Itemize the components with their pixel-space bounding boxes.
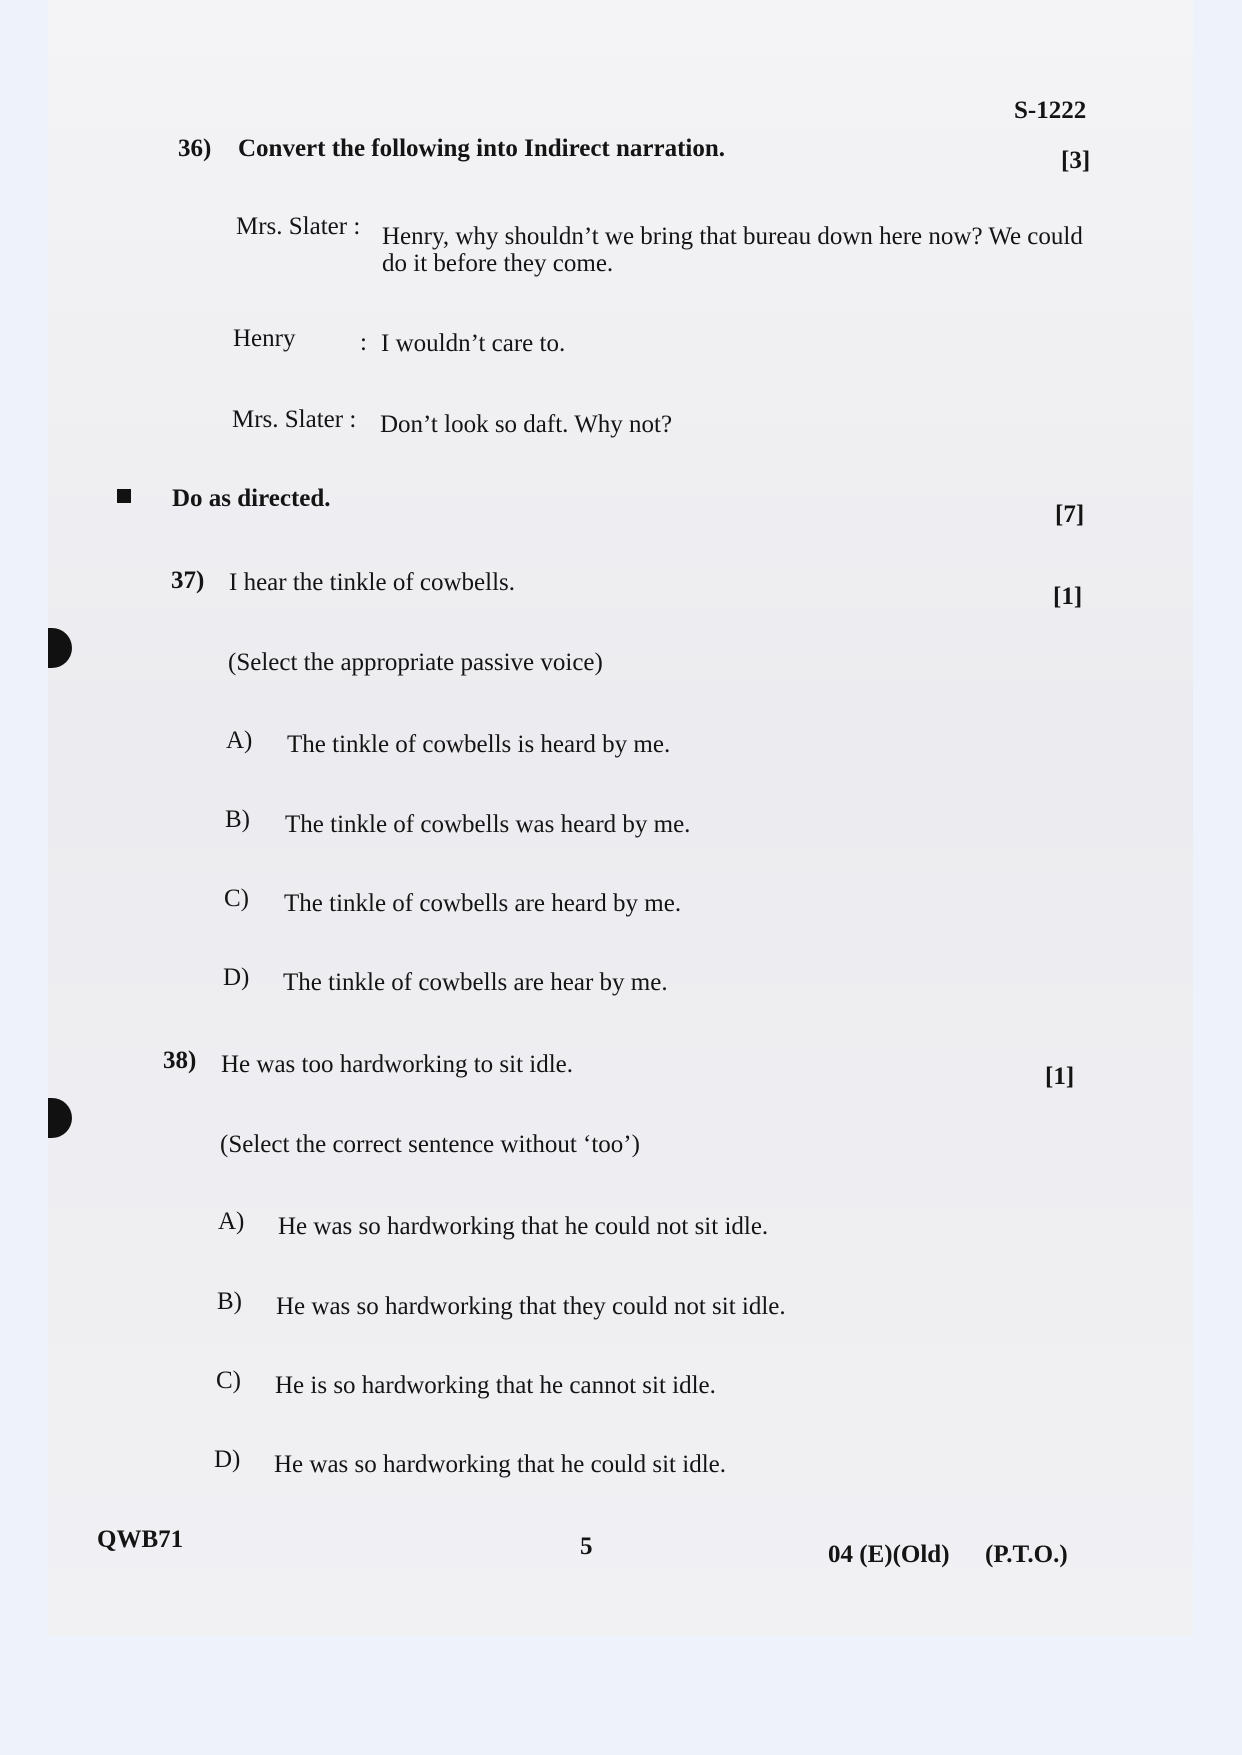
question-36-instruction: Convert the following into Indirect narration. xyxy=(238,135,726,162)
dialogue-colon: : xyxy=(360,329,367,356)
option-letter: B) xyxy=(225,806,250,833)
option-text[interactable]: He is so hardworking that he cannot sit idle. xyxy=(275,1372,716,1399)
question-38-instruction: (Select the correct sentence without ‘too’) xyxy=(220,1131,640,1158)
question-37-marks: [1] xyxy=(1053,583,1083,610)
option-text[interactable]: The tinkle of cowbells are hear by me. xyxy=(283,969,668,996)
question-number-36: 36) xyxy=(178,135,212,162)
dialogue-line: Henry, why shouldn’t we bring that bureau down here now? We could xyxy=(382,223,1083,250)
footer-subject: 04 (E)(Old) xyxy=(828,1541,950,1568)
option-letter: C) xyxy=(224,885,249,912)
question-38-marks: [1] xyxy=(1045,1063,1075,1090)
dialogue-speaker: Mrs. Slater : xyxy=(236,213,361,240)
option-letter: B) xyxy=(217,1288,242,1315)
footer-code: QWB71 xyxy=(97,1526,184,1553)
dialogue-speaker: Henry xyxy=(233,325,296,352)
question-37-sentence: I hear the tinkle of cowbells. xyxy=(229,569,516,596)
option-letter: D) xyxy=(223,964,250,991)
question-number-38: 38) xyxy=(163,1047,197,1074)
section-bullet-icon xyxy=(117,489,131,503)
page-number: 5 xyxy=(580,1533,593,1560)
dialogue-line: do it before they come. xyxy=(382,250,614,277)
option-text[interactable]: He was so hardworking that he could sit idle. xyxy=(274,1451,726,1478)
dialogue-speaker: Mrs. Slater : xyxy=(232,406,357,433)
option-letter: A) xyxy=(226,727,253,754)
dialogue-line: Don’t look so daft. Why not? xyxy=(380,411,673,438)
paper-code: S-1222 xyxy=(1014,97,1087,124)
option-letter: C) xyxy=(216,1367,241,1394)
question-36-marks: [3] xyxy=(1061,147,1091,174)
option-text[interactable]: The tinkle of cowbells is heard by me. xyxy=(287,731,671,758)
option-text[interactable]: The tinkle of cowbells are heard by me. xyxy=(284,890,682,917)
option-text[interactable]: He was so hardworking that he could not sit idle. xyxy=(278,1213,769,1240)
question-37-instruction: (Select the appropriate passive voice) xyxy=(228,649,603,676)
option-text[interactable]: He was so hardworking that they could not sit idle. xyxy=(276,1293,786,1320)
question-38-sentence: He was too hardworking to sit idle. xyxy=(221,1051,574,1078)
option-text[interactable]: The tinkle of cowbells was heard by me. xyxy=(285,811,691,838)
option-letter: A) xyxy=(218,1208,245,1235)
footer-pto: (P.T.O.) xyxy=(985,1541,1068,1568)
section-marks: [7] xyxy=(1055,501,1085,528)
dialogue-line: I wouldn’t care to. xyxy=(381,330,566,357)
option-letter: D) xyxy=(214,1446,241,1473)
section-title: Do as directed. xyxy=(172,485,331,512)
question-number-37: 37) xyxy=(171,567,205,594)
